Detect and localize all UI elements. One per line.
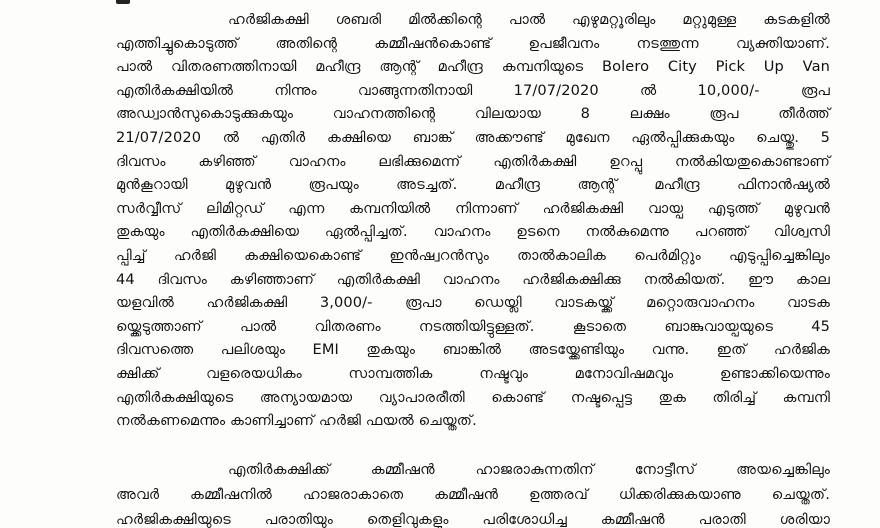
paragraph-1-line-6: 21/07/2020 ൽ എതിർ കക്ഷിയെ ബാങ്ക് അക്കൗണ്ട് മുഖേന ഏൽപ്പിക്കുകയും ചെയ്തു. 5 bbox=[116, 129, 830, 146]
paragraph-1-line-4: എതിർകക്ഷിയിൽ നിന്നും വാങ്ങുന്നതിനായി 17/07/2020 ൽ 10,000/- രൂപ bbox=[116, 81, 830, 99]
paragraph-1-line-17: എതിർകക്ഷിയുടെ അന്യായമായ വ്യാപാരരീതി കൊണ്ട് നഷ്ടപ്പെട്ട തുക തിരിച്ച് കമ്പനി bbox=[116, 388, 830, 406]
paragraph-1-line-11: പ്പിച്ച് ഹർജി കക്ഷിയെകൊണ്ട് ഇൻഷ്വറൻസും താൽകാലിക പെർമിറ്റും എടുപ്പിച്ചെങ്കിലും bbox=[116, 247, 830, 264]
paragraph-1-line-8: മുൻകൂറായി മുഴുവൻ രൂപയും അടച്ചത്. മഹീന്ദ്ര ആന്റ് മഹീന്ദ്ര ഫിനാൻഷ്യൽ bbox=[116, 176, 830, 194]
paragraph-1-line-2: എത്തിച്ചുകൊടുത്ത് അതിന്റെ കമ്മീഷൻകൊണ്ട് ഉപജീവനം നടത്തുന്ന വ്യക്തിയാണ്. bbox=[116, 34, 830, 52]
paragraph-1-line-13: യളവിൽ ഹർജികക്ഷി 3,000/- രൂപാ ഡെയ്ലി വാടകയ്ക്ക് മറ്റൊരുവാഹനം വാടക bbox=[116, 294, 830, 312]
paragraph-1-line-3: പാൽ വിതരണത്തിനായി മഹീന്ദ്ര ആന്റ് മഹീന്ദ്ര കമ്പനിയുടെ Bolero City Pick Up Van bbox=[116, 58, 830, 76]
paragraph-1-line-1: ഹർജികക്ഷി ശബരി മിൽക്കിന്റെ പാൽ എഴുമറ്റൂരിലും മറ്റുമുള്ള കടകളിൽ bbox=[228, 11, 830, 28]
paragraph-1-line-14: യ്ക്കെടുത്താണ് പാൽ വിതരണം നടത്തിയിട്ടുള്ളത്. കൂടാതെ ബാങ്കുവായ്പയുടെ 45 bbox=[116, 317, 830, 335]
paragraph-1-line-18: നൽകണമെന്നും കാണിച്ചാണ് ഹർജി ഫയൽ ചെയ്തത്. bbox=[116, 412, 477, 430]
paragraph-1-line-10: തുകയും എതിർകക്ഷിയെ ഏൽപ്പിച്ചത്. വാഹനം ഉടനെ നൽകുമെന്നു പറഞ്ഞ് വിശ്വസി bbox=[116, 223, 830, 241]
paragraph-2-line-3: ഹർജികക്ഷിയുടെ പരാതിയും തെളിവുകളും പരിശോധിച്ച കമ്മീഷൻ പരാതി ശരിയാ bbox=[116, 511, 830, 528]
paragraph-1-line-16: ക്ഷിക്ക് വളരെയധികം സാമ്പത്തിക നഷ്ടവും മനോവിഷമവും ഉണ്ടാക്കിയെന്നും bbox=[116, 365, 830, 382]
paragraph-1-line-9: സർവ്വീസ് ലിമിറ്റഡ് എന്ന കമ്പനിയിൽ നിന്നാണ് ഹർജികക്ഷി വായ്പ എടുത്ത് മുഴുവൻ bbox=[116, 199, 830, 217]
paragraph-2-line-2: അവർ കമ്മീഷനിൽ ഹാജരാകാതെ കമ്മീഷൻ ഉത്തരവ് ധിക്കരിക്കുകയാണു ചെയ്തത്. bbox=[116, 486, 830, 503]
paragraph-2-line-1: എതിർകക്ഷിക്ക് കമ്മീഷൻ ഹാജരാകുന്നതിന് നോട്ടീസ് അയച്ചെങ്കിലും bbox=[228, 461, 830, 478]
paragraph-1-line-15: ദിവസത്തെ പലിശയും EMI തുകയും ബാങ്കിൽ അടയ്ക്കേണ്ടിയും വന്നു. ഇത് ഹർജിക bbox=[116, 341, 830, 359]
paragraph-1-line-5: അഡ്വാൻസുകൊടുക്കുകയും വാഹനത്തിന്റെ വിലയായ 8 ലക്ഷം രൂപ തീർത്ത് bbox=[116, 105, 830, 123]
paragraph-1-line-7: ദിവസം കഴിഞ്ഞ് വാഹനം ലഭിക്കുമെന്ന് എതിർകക്ഷി ഉറപ്പു നൽകിയതുകൊണ്ടാണ് bbox=[116, 152, 830, 170]
scan-artifact-mark bbox=[116, 0, 130, 4]
paragraph-1-line-12: 44 ദിവസം കഴിഞ്ഞാണ് എതിർകക്ഷി വാഹനം ഹർജികക്ഷിക്കു നൽകിയത്. ഈ കാല bbox=[116, 270, 830, 288]
